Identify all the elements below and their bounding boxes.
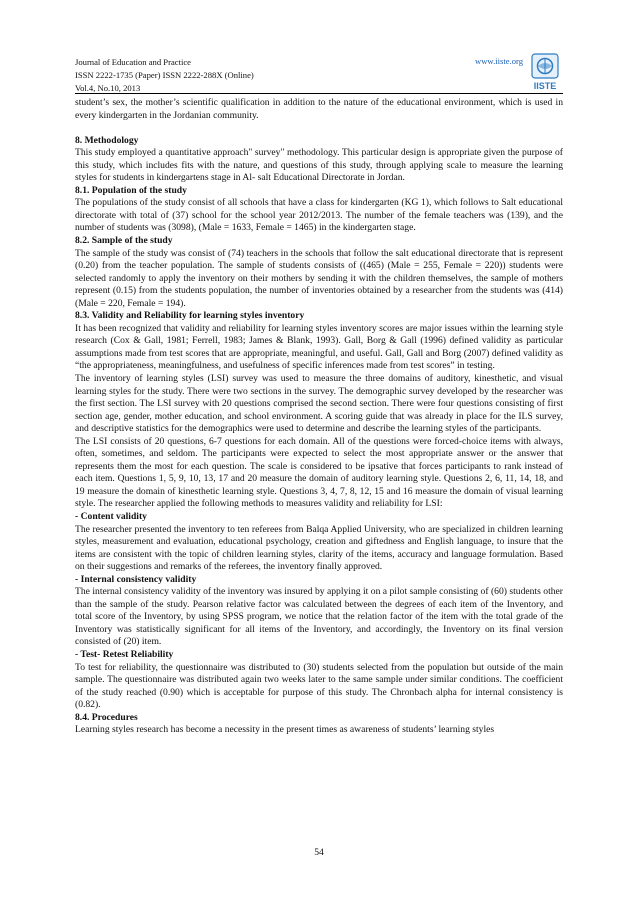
body-paragraph: This study employed a quantitative approach" survey" methodology. This particular design is appropriate given the purpose of this study, which includes fits with the nature, and questions of this study, through applying scale to measure the learning styles for students in kindergartens stage in Al- salt Educational Directorate in Jordan. (75, 147, 563, 184)
body-paragraph: The inventory of learning styles (LSI) survey was used to measure the three domains of auditory, kinesthetic, and visual learning styles for the study. There were two sections in the survey. The demographic survey developed by the researcher was the first section. The LSI survey with 20 questions comprised the second section. There were four questions consisting of first section age, gender, mother education, and school environment. A scoring guide that was already in place for the ILS survey, and descriptive statistics for the demographics were used to determine and describe the learning styles of the participants. (75, 372, 563, 435)
section-heading: 8.2. Sample of the study (75, 234, 173, 246)
section-heading: 8.3. Validity and Reliability for learning styles inventory (75, 310, 305, 322)
page-number: 54 (314, 847, 324, 858)
volume-line: Vol.4, No.10, 2013 (75, 83, 141, 93)
section-heading: - Test- Retest Reliability (75, 649, 174, 661)
section-heading: - Internal consistency validity (75, 573, 197, 585)
body-paragraph: The LSI consists of 20 questions, 6-7 questions for each domain. All of the questions were forced-choice items with always, often, sometimes, and seldom. The participants were expected to select the most appropriate answer or the answer that represents them the most for each question. The scale is considered to be ipsative that forces participants to rank instead of each item. Questions 1, 5, 9, 10, 13, 17 and 20 measure the domain of auditory learning style. Questions 2, 6, 11, 14, 18, and 19 measure the domain of kinesthetic learning style. Questions 3, 4, 7, 8, 12, 15 and 16 measure the domain of visual learning style. The researcher applied the following methods to measures validity and reliability for LSI: (75, 435, 563, 510)
body-paragraph: It has been recognized that validity and reliability for learning styles inventory scores are major issues within the learning style research (Cox & Gall, 1981; Ferrell, 1983; James & Blank, 1993). Gall, Borg & Gall (1996) defined validity as particular assumptions made from test scores that are appropriate, meaningful, and useful. Gall, Gall and Borg (2007) defined validity as “the appropriateness, meaningfulness, and usefulness of specific inferences made from test scores” in testing. (75, 322, 563, 372)
body-paragraph: student’s sex, the mother’s scientific qualification in addition to the nature of the educational environment, which is used in every kindergarten in the Jordanian community. (75, 97, 563, 121)
iiste-logo (527, 52, 563, 92)
issn-line: ISSN 2222-1735 (Paper) ISSN 2222-288X (Online) (75, 70, 254, 80)
section-heading: 8.1. Population of the study (75, 184, 187, 196)
page-header (75, 52, 563, 98)
journal-url-link[interactable]: www.iiste.org (475, 56, 523, 66)
svg-text:IISTE: IISTE (533, 81, 557, 91)
body-paragraph: The researcher presented the inventory to ten referees from Balqa Applied University, who are specialized in children learning styles, measurement and evaluation, educational psychology, creation and giftedness and English language, to insure that the items are consistent with the topic of children learning styles, clarity of the items, accuracy and language formulation. Based on their suggestions and remarks of the referees, the inventory finally approved. (75, 523, 563, 573)
paragraph-gap (75, 122, 563, 135)
body-paragraph: The internal consistency validity of the inventory was insured by applying it on a pilot sample consisting of (60) students other than the sample of the study. Pearson relative factor was calculated between the degrees of each item of the Inventory, and total score of the Inventory, by using SPSS program, we notice that the relation factor of the item with the total grade of the Inventory was statistically significant for all items of the Inventory, and accordingly, the Inventory on its final version consisted of (20) item. (75, 586, 563, 648)
body-paragraph: Learning styles research has become a necessity in the present times as awareness of students’ learning styles (75, 724, 495, 736)
body-paragraph: The populations of the study consist of all schools that have a class for kindergarten (KG 1), which follows to Salt educational directorate with total of (37) school for the school year 2012/2013. The number of the female teachers was (139), and the number of students was (3098), (Male = 1633, Female = 1465) in the kindergarten stage. (75, 197, 563, 234)
article-body (75, 97, 563, 737)
section-heading: - Content validity (75, 511, 147, 522)
section-heading: 8. Methodology (75, 134, 139, 146)
body-paragraph: To test for reliability, the questionnaire was distributed to (30) students selected from the population but outside of the main sample. The questionnaire was distributed again two weeks later to the same sample under similar conditions. The coefficient of the study reached (0.90) which is acceptable for purpose of this study. The Chronbach alpha for internal consistency is (0.82). (75, 661, 563, 711)
journal-name: Journal of Education and Practice (75, 57, 191, 67)
section-heading: 8.4. Procedures (75, 711, 138, 723)
header-rule (75, 93, 563, 94)
body-paragraph: The sample of the study was consist of (74) teachers in the schools that follow the salt educational directorate that is represent (0.20) from the teacher population. The sample of students consists of ((465) (Male = 255, Female = 220)) students were selected randomly to apply the inventory on their mothers by sending it with the children themselves, the sample of mothers represent (0.15) from the students population, the number of inventories obtained by a researcher from the students was (414) (Male = 220, Female = 194). (75, 247, 563, 309)
